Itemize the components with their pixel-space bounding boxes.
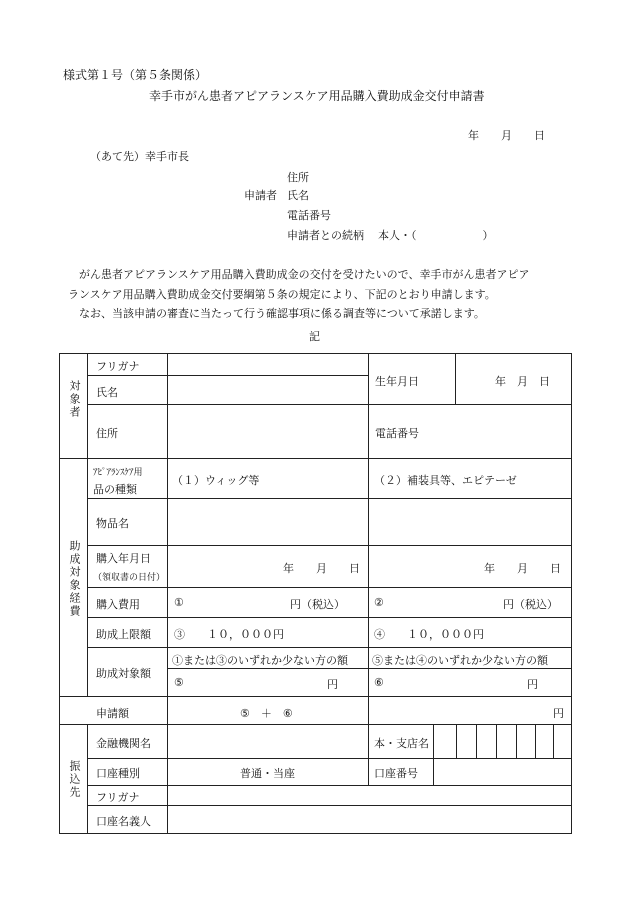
applicant-label: 申請者 [244, 189, 277, 202]
limit-label: 助成上限額 [96, 628, 151, 641]
subject-furigana-label: フリガナ [96, 360, 140, 373]
subject-address-field[interactable] [168, 405, 367, 457]
purchase-date-1: 年 月 日 [283, 562, 360, 575]
target-1-yen: 円 [327, 678, 338, 691]
purchase-date-2: 年 月 日 [484, 562, 561, 575]
subject-phone-label: 電話番号 [375, 427, 419, 440]
purchase-date-note: （領収書の日付） [93, 573, 166, 583]
limit-2: ④ １０，０００円 [374, 628, 484, 641]
target-2-note: ⑤または④のいずれか少ない方の額 [372, 654, 548, 667]
care-type-option-1[interactable]: （１）ウィッグ等 [172, 474, 260, 487]
applicant-address-label: 住所 [287, 171, 309, 184]
applicant-relationship-value: 本人・（ ） [378, 229, 494, 242]
section-transfer-label: 振込先 [68, 760, 81, 799]
birthdate-label: 生年月日 [375, 375, 419, 388]
target-2-mark: ⑥ [374, 676, 384, 689]
target-label: 助成対象額 [96, 667, 151, 680]
care-type-label-1: ｱﾋﾟｱﾗﾝｽｹｱ用 [93, 468, 143, 478]
care-type-label-2: 品の種類 [93, 483, 137, 496]
form-number: 様式第１号（第５条関係） [63, 68, 208, 82]
applicant-phone-label: 電話番号 [287, 209, 331, 222]
account-type-value[interactable]: 普通・当座 [240, 767, 295, 780]
target-1-note: ①または③のいずれか少ない方の額 [172, 654, 348, 667]
bank-label: 金融機関名 [96, 737, 151, 750]
addressee: （あて先）幸手市長 [90, 150, 189, 163]
limit-1: ③ １０，０００円 [174, 628, 284, 641]
section-expense-label: 助成対象経費 [68, 540, 81, 618]
account-number-label: 口座番号 [374, 767, 418, 780]
date-line: 年 月 日 [468, 129, 545, 142]
cost-2-mark: ② [374, 596, 384, 609]
body-para1-line2: ランスケア用品購入費助成金交付要綱第５条の規定により、下記のとおり申請します。 [68, 288, 496, 301]
subject-name-field[interactable] [168, 376, 367, 403]
care-type-option-2[interactable]: （２）補装具等、エピテーゼ [374, 474, 517, 487]
target-2-yen: 円 [527, 678, 538, 691]
request-formula: ⑤ ＋ ⑥ [240, 707, 293, 720]
body-para2: なお、当該申請の審査に当たって行う確認事項に係る調査等について承諾します。 [68, 307, 485, 320]
cost-label: 購入費用 [96, 598, 140, 611]
request-yen: 円 [553, 707, 564, 720]
ki-mark: 記 [309, 330, 320, 343]
cost-1-unit: 円（税込） [290, 598, 345, 611]
cost-1-mark: ① [174, 596, 184, 609]
applicant-name-label: 氏名 [287, 189, 309, 202]
account-holder-label: 口座名義人 [96, 815, 151, 828]
body-para1-line1: がん患者アピアランスケア用品購入費助成金の交付を受けたいので、幸手市がん患者アピア [68, 268, 530, 281]
transfer-furigana-label: フリガナ [96, 791, 140, 804]
request-label: 申請額 [96, 707, 129, 720]
page-title: 幸手市がん患者アピアランスケア用品購入費助成金交付申請書 [149, 89, 485, 103]
section-subject-label: 対象者 [68, 380, 81, 419]
applicant-relationship-label: 申請者との続柄 [287, 229, 364, 242]
item-name-label: 物品名 [96, 517, 129, 530]
subject-name-label: 氏名 [96, 386, 118, 399]
purchase-date-label: 購入年月日 [96, 552, 151, 565]
account-type-label: 口座種別 [96, 767, 140, 780]
branch-label: 本・支店名 [374, 737, 429, 750]
birthdate-value: 年 月 日 [495, 375, 550, 388]
cost-2-unit: 円（税込） [503, 598, 558, 611]
subject-address-label: 住所 [96, 427, 118, 440]
target-1-mark: ⑤ [174, 676, 184, 689]
